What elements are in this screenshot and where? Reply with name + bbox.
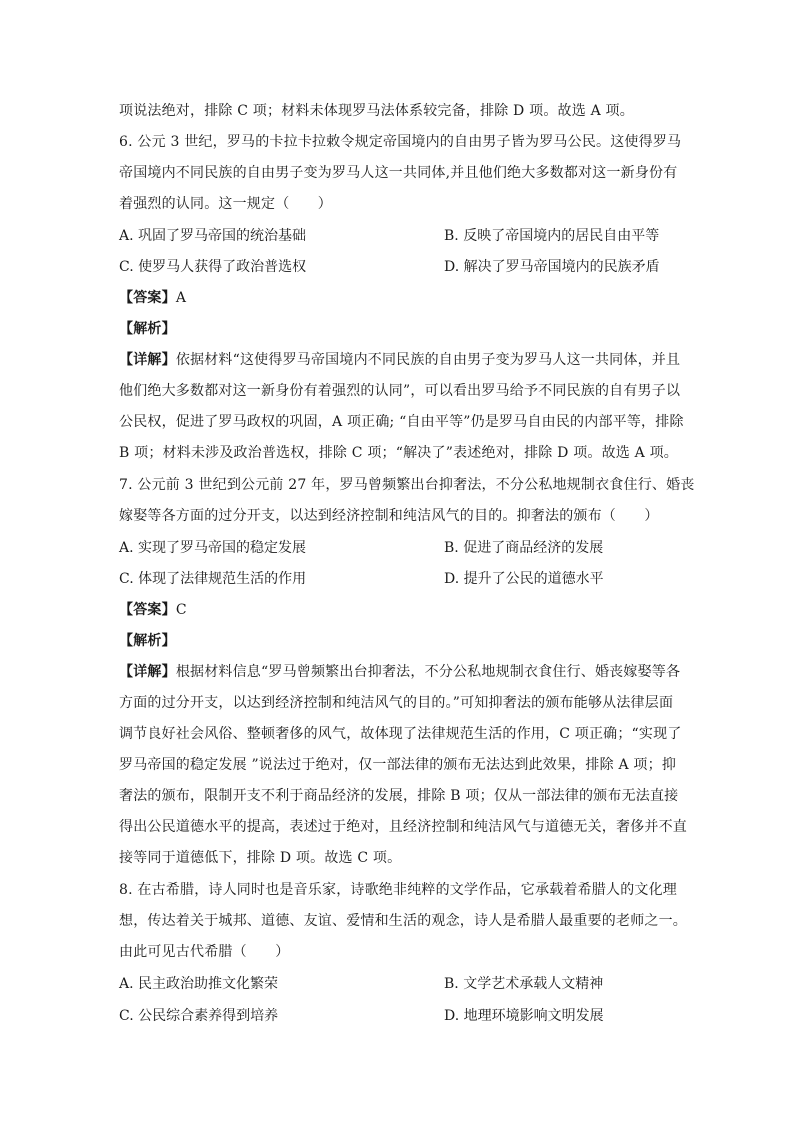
q7-detail: 调节良好社会风俗、整顿奢侈的风气，故体现了法律规范生活的作用，C 项正确；“实现了 [119, 726, 682, 742]
question-6-stem: 着强烈的认同。这一规定（ ） [119, 196, 332, 212]
detail-label: 【详解】 [119, 352, 176, 368]
q8-option-d: D. 地理环境影响文明发展 [444, 1008, 604, 1024]
q6-detail: B 项；材料未涉及政治普选权，排除 C 项；“解决了”表述绝对，排除 D 项。故选 A 项。 [119, 445, 678, 461]
q7-analysis-label: 【解析】 [119, 633, 176, 649]
detail-label: 【详解】 [119, 664, 176, 680]
q6-detail: 公民权，促进了罗马政权的巩固，A 项正确; “自由平等”仍是罗马自由民的内部平等，排除 [119, 414, 684, 430]
q6-detail: 他们绝大多数都对这一新身份有着强烈的认同”，可以看出罗马给予不同民族的自有男子以 [119, 383, 681, 399]
q8-option-c: C. 公民综合素养得到培养 [119, 1008, 279, 1024]
question-8-stem: 由此可见古代希腊（ ） [119, 944, 290, 960]
q6-detail [119, 350, 679, 370]
question-8-stem: 想，传达着关于城邦、道德、友谊、爱情和生活的观念，诗人是希腊人最重要的老师之一。 [119, 913, 687, 929]
answer-label: 【答案】 [119, 602, 176, 618]
q7-option-b: B. 促进了商品经济的发展 [444, 540, 604, 556]
q6-analysis-label: 【解析】 [119, 321, 176, 337]
question-8-stem: 8. 在古希腊，诗人同时也是音乐家，诗歌绝非纯粹的文学作品，它承载着希腊人的文化理 [119, 882, 678, 898]
detail-text: 依据材料“这使得罗马帝国境内不同民族的自由男子变为罗马人这一共同体，并且 [175, 352, 681, 368]
q6-option-a: A. 巩固了罗马帝国的统治基础 [119, 228, 307, 244]
q7-detail: 奢法的颁布，限制开支不利于商品经济的发展，排除 B 项；仅从一部法律的颁布无法直接 [119, 788, 679, 804]
q6-option-c: C. 使罗马人获得了政治普选权 [119, 259, 307, 275]
text-line: 项说法绝对，排除 C 项；材料未体现罗马法体系较完备，排除 D 项。故选 A 项。 [119, 103, 634, 119]
q7-detail: 罗马帝国的稳定发展 ”说法过于绝对，仅一部法律的颁布无法达到此效果，排除 A 项；抑 [119, 757, 677, 773]
q6-option-b: B. 反映了帝国境内的居民自由平等 [444, 228, 660, 244]
question-6-stem: 帝国境内不同民族的自由男子变为罗马人这一共同体,并且他们绝大多数都对这一新身份有 [119, 165, 678, 181]
q7-detail [119, 662, 679, 682]
answer-value: C [175, 602, 187, 618]
q7-detail: 接等同于道德低下，排除 D 项。故选 C 项。 [119, 850, 402, 866]
q8-option-b: B. 文学艺术承载人文精神 [444, 976, 604, 992]
q7-option-c: C. 体现了法律规范生活的作用 [119, 571, 307, 587]
q7-detail: 方面的过分开支，以达到经济控制和纯洁风气的目的。”可知抑奢法的颁布能够从法律层面 [119, 695, 674, 711]
q6-option-d: D. 解决了罗马帝国境内的民族矛盾 [444, 259, 660, 275]
question-6-stem: 6. 公元 3 世纪，罗马的卡拉卡拉敕令规定帝国境内的自由男子皆为罗马公民。这使得罗马 [119, 134, 682, 150]
q6-answer [119, 288, 679, 308]
q7-option-a: A. 实现了罗马帝国的稳定发展 [119, 540, 307, 556]
question-7-stem: 嫁娶等各方面的过分开支，以达到经济控制和纯洁风气的目的。抑奢法的颁布（ ） [119, 508, 659, 524]
q7-option-d: D. 提升了公民的道德水平 [444, 571, 604, 587]
detail-text: 根据材料信息“罗马曾频繁出台抑奢法，不分公私地规制衣食住行、婚丧嫁娶等各 [175, 664, 681, 680]
q7-answer [119, 600, 679, 620]
answer-label: 【答案】 [119, 290, 176, 306]
answer-value: A [175, 290, 187, 306]
question-7-stem: 7. 公元前 3 世纪到公元前 27 年，罗马曾频繁出台抑奢法，不分公私地规制衣食住行、婚丧 [119, 477, 695, 493]
q8-option-a: A. 民主政治助推文化繁荣 [119, 976, 279, 992]
q7-detail: 得出公民道德水平的提高，表述过于绝对，且经济控制和纯洁风气与道德无关，奢侈并不直 [119, 819, 687, 835]
